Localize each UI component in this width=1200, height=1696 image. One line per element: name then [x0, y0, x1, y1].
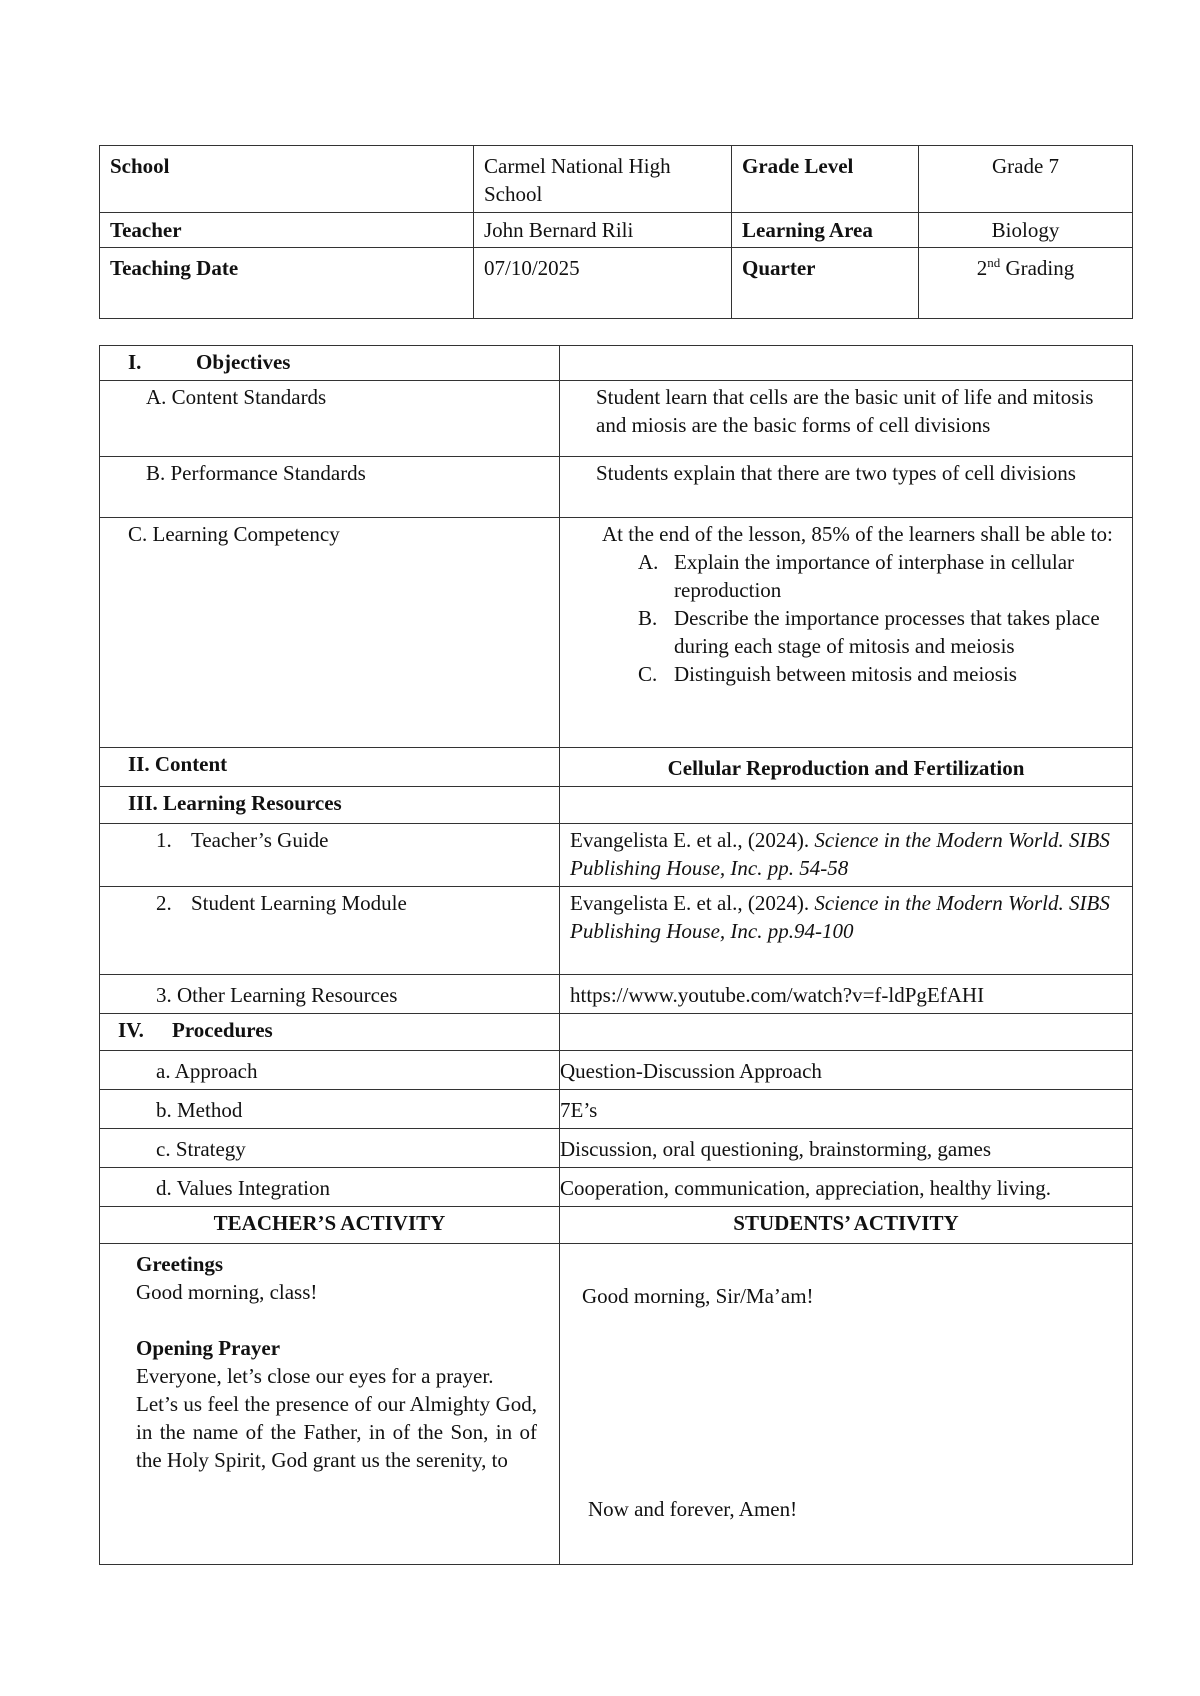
opening-prayer-heading: Opening Prayer — [136, 1336, 281, 1360]
teacher-label: Teacher — [100, 213, 474, 248]
content-value: Cellular Reproduction and Fertilization — [560, 748, 1133, 787]
teacher-value: John Bernard Rili — [474, 213, 732, 248]
method-value: 7E’s — [560, 1090, 1133, 1129]
school-label: School — [100, 146, 474, 213]
competency-letter: C. — [638, 662, 658, 686]
competency-letter: B. — [638, 606, 658, 630]
module-text: Student Learning Module — [191, 891, 407, 915]
learning-competency-cell — [560, 518, 1133, 748]
quarter-label: Quarter — [732, 248, 919, 319]
quarter-value — [919, 248, 1133, 319]
students-activity-cell — [560, 1244, 1133, 1565]
module-title: Science in the Modern World. SIBS Publishing House, Inc. pp.94-100 — [570, 891, 1110, 943]
method-label: b. Method — [100, 1090, 560, 1129]
teachers-guide-text: Teacher’s Guide — [191, 828, 329, 852]
competency-list — [602, 548, 1128, 688]
student-amen-text: Now and forever, Amen! — [588, 1497, 798, 1521]
values-integration-value: Cooperation, communication, appreciation, healthy living. — [560, 1168, 1133, 1207]
objectives-empty-cell — [560, 346, 1133, 381]
strategy-label: c. Strategy — [100, 1129, 560, 1168]
procedures-empty-cell — [560, 1014, 1133, 1051]
teacher-activity-heading: TEACHER’S ACTIVITY — [100, 1207, 560, 1244]
learning-resources-label: III. Learning Resources — [100, 787, 560, 824]
teaching-date-label: Teaching Date — [100, 248, 474, 319]
lesson-plan-table — [99, 345, 1133, 1565]
performance-standards-label: B. Performance Standards — [100, 457, 560, 518]
competency-text: Distinguish between mitosis and meiosis — [674, 662, 1017, 686]
lesson-info-table — [99, 145, 1133, 319]
other-resources-link[interactable]: https://www.youtube.com/watch?v=f-ldPgEfAHI — [560, 975, 1133, 1014]
values-integration-label: d. Values Integration — [100, 1168, 560, 1207]
module-label — [100, 887, 560, 975]
module-reference — [560, 887, 1133, 975]
learning-resources-empty-cell — [560, 787, 1133, 824]
quarter-num: 2 — [976, 256, 988, 280]
approach-value: Question-Discussion Approach — [560, 1051, 1133, 1090]
teachers-guide-author: Evangelista E. et al., (2024). — [570, 828, 815, 852]
teachers-guide-label — [100, 824, 560, 887]
strategy-value: Discussion, oral questioning, brainstorming, games — [560, 1129, 1133, 1168]
competency-text: Explain the importance of interphase in cellular reproduction — [674, 550, 1075, 602]
greetings-text: Good morning, class! — [136, 1280, 318, 1304]
learning-area-value: Biology — [919, 213, 1133, 248]
learning-competency-label: C. Learning Competency — [100, 518, 560, 748]
teachers-guide-title: Science in the Modern World. SIBS Publishing House, Inc. pp. 54-58 — [570, 828, 1110, 880]
learning-competency-intro: At the end of the lesson, 85% of the learners shall be able to: — [602, 522, 1113, 546]
other-resources-label: 3. Other Learning Resources — [100, 975, 560, 1014]
performance-standards-value: Students explain that there are two types of cell divisions — [560, 457, 1133, 518]
grade-level-value: Grade 7 — [919, 146, 1133, 213]
procedures-title: Procedures — [172, 1018, 273, 1042]
greetings-heading: Greetings — [136, 1252, 224, 1276]
list-item — [602, 660, 1128, 688]
list-item — [602, 604, 1128, 660]
school-value: Carmel National High School — [474, 146, 732, 213]
quarter-suffix: Grading — [1000, 256, 1075, 280]
objectives-num: I. — [128, 350, 142, 374]
teachers-guide-reference — [560, 824, 1133, 887]
teacher-activity-cell — [100, 1244, 560, 1565]
list-item — [602, 548, 1128, 604]
procedures-num: IV. — [118, 1018, 144, 1042]
prayer-text-2: Let’s us feel the presence of our Almighty God, in the name of the Father, in of the Son, in of the Holy Spirit, God grant us the serenity, to — [136, 1392, 537, 1472]
procedures-heading — [100, 1014, 560, 1051]
module-author: Evangelista E. et al., (2024). — [570, 891, 815, 915]
prayer-text-1: Everyone, let’s close our eyes for a prayer. — [136, 1364, 494, 1388]
students-activity-heading: STUDENTS’ ACTIVITY — [560, 1207, 1133, 1244]
objectives-heading — [100, 346, 560, 381]
content-standards-label: A. Content Standards — [100, 381, 560, 457]
student-greeting-text: Good morning, Sir/Ma’am! — [582, 1284, 814, 1308]
teaching-date-value: 07/10/2025 — [474, 248, 732, 319]
module-num: 2. — [156, 891, 172, 915]
teachers-guide-num: 1. — [156, 828, 172, 852]
approach-label: a. Approach — [100, 1051, 560, 1090]
objectives-title: Objectives — [196, 350, 291, 374]
content-standards-value: Student learn that cells are the basic unit of life and mitosis and miosis are the basic forms of cell divisions — [560, 381, 1133, 457]
grade-level-label: Grade Level — [732, 146, 919, 213]
content-label: II. Content — [100, 748, 560, 787]
competency-letter: A. — [638, 550, 659, 574]
learning-area-label: Learning Area — [732, 213, 919, 248]
quarter-sup: nd — [987, 255, 1001, 270]
competency-text: Describe the importance processes that takes place during each stage of mitosis and meiosis — [674, 606, 1100, 658]
